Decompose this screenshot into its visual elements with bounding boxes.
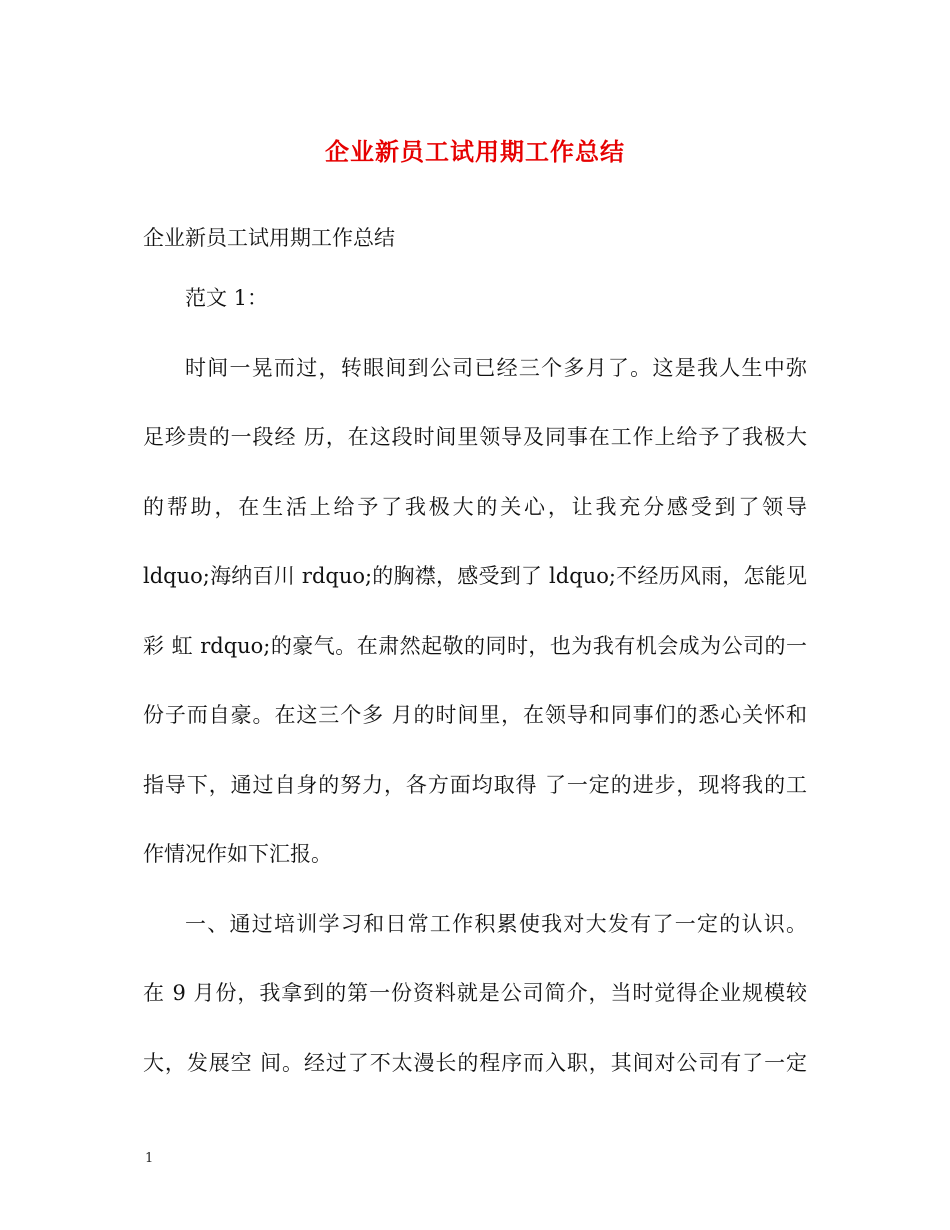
paragraph-line: 在 9 月份，我拿到的第一份资料就是公司简介，当时觉得企业规模较 bbox=[143, 981, 807, 1005]
paragraph-line: 份子而自豪。在这三个多 月的时间里，在领导和同事们的悉心关怀和 bbox=[143, 703, 807, 727]
page-number: 1 bbox=[145, 1151, 154, 1166]
paragraph-line: 时间一晃而过，转眼间到公司已经三个多月了。这是我人生中弥 bbox=[185, 355, 807, 380]
document-subtitle: 企业新员工试用期工作总结 bbox=[143, 226, 395, 250]
paragraph-line: 作情况作如下汇报。 bbox=[143, 842, 332, 866]
paragraph-line: 指导下，通过自身的努力，各方面均取得 了一定的进步，现将我的工 bbox=[143, 772, 807, 797]
paragraph-line: 的帮助，在生活上给予了我极大的关心，让我充分感受到了领导 bbox=[143, 494, 807, 519]
paragraph-line: 彩 虹 rdquo;的豪气。在肃然起敬的同时，也为我有机会成为公司的一 bbox=[143, 633, 807, 658]
document-title: 企业新员工试用期工作总结 bbox=[325, 137, 625, 166]
paragraph-line: 足珍贵的一段经 历，在这段时间里领导及同事在工作上给予了我极大 bbox=[143, 425, 807, 449]
section-heading-sample-1: 范文 1： bbox=[185, 286, 269, 310]
document-body bbox=[143, 284, 807, 1118]
paragraph-line: 大，发展空 间。经过了不太漫长的程序而入职，其间对公司有了一定 bbox=[143, 1050, 807, 1075]
paragraph-line: 一、通过培训学习和日常工作积累使我对大发有了一定的认识。 bbox=[185, 911, 807, 936]
paragraph-line: ldquo;海纳百川 rdquo;的胸襟，感受到了 ldquo;不经历风雨，怎能见 bbox=[143, 564, 807, 588]
